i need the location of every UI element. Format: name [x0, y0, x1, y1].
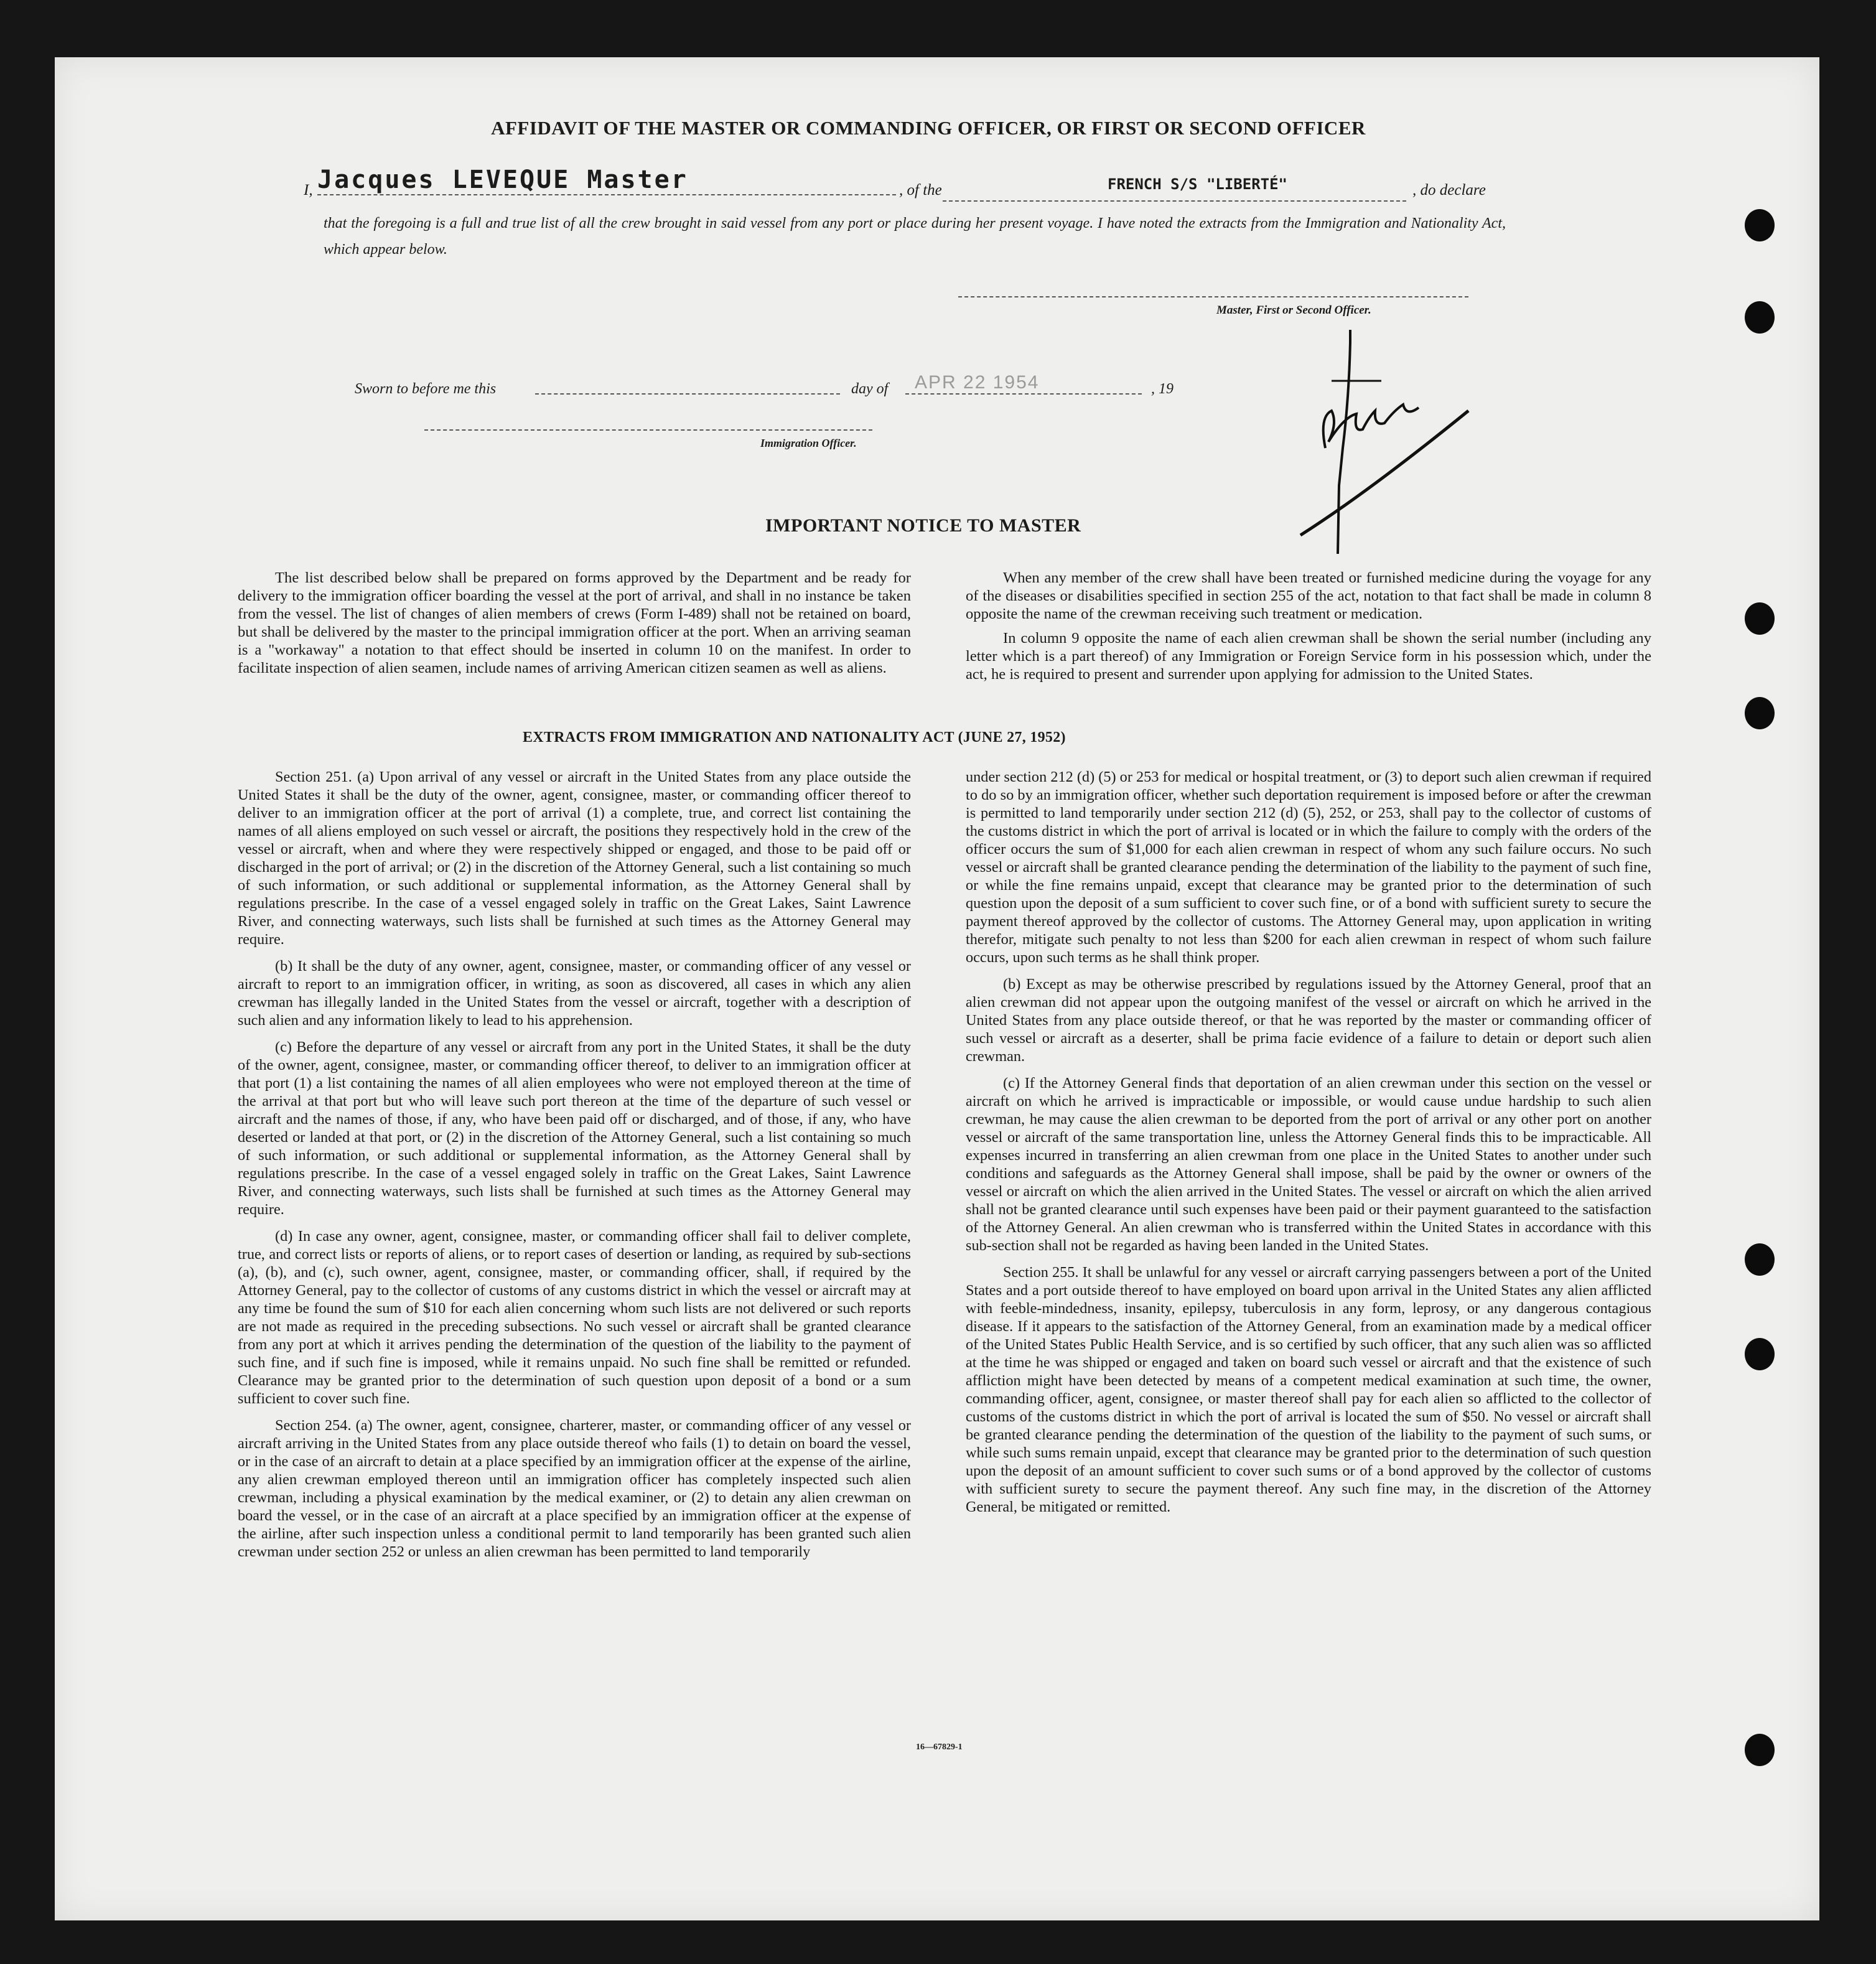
act-paragraph: Section 255. It shall be unlawful for any vessel or aircraft carrying passengers between a port of the United States and a port outside thereof to have employed on board upon arrival in the United States any alien afflicted with feeble-mindedness, insanity, epilepsy, tuberculosis in any form, leprosy, or any dangerous contagious disease. If it appears to the satisfaction of the Attorney General, from an examination made by a medical officer of the United States Public Health Service, and is so certified by such officer, that any such alien was so afflicted at the time he was shipped or engaged and taken on board such vessel or aircraft and that the existence of such affliction might have been detected by means of a competent medical examination at such time, the owner, commanding officer, agent, consignee, or master thereof shall pay for each alien so afflicted to the collector of customs of the customs district in which the port of arrival is located the sum of $50. No vessel or aircraft shall be granted clearance pending the determination of the question of the liability to the payment of such sums, or while such sums remain unpaid, except that clearance may be granted prior to the determination of such question upon the deposit of an amount sufficient to cover such sums or of a bond approved by the collector of customs with sufficient surety to secure the payment thereof. Any such fine may, in the discretion of the Attorney General, be mitigated or remitted. [966, 1264, 1651, 1515]
declaration-prefix: I, [304, 182, 313, 199]
affidavit-title: AFFIDAVIT OF THE MASTER OR COMMANDING OFFICER, OR FIRST OR SECOND OFFICER [491, 117, 1366, 139]
extracts-title: EXTRACTS FROM IMMIGRATION AND NATIONALITY ACT (JUNE 27, 1952) [523, 729, 1066, 746]
punch-hole [1745, 697, 1775, 729]
act-paragraph: Section 254. (a) The owner, agent, consignee, charterer, master, or commanding officer of any vessel or aircraft arriving in the United States from any place outside thereof who fails (1) to detain on board the vessel, or in the case of an aircraft to detain at a place specified by an immigration officer at the expense of the airline, any alien crewman employed thereon until an immigration officer has completely inspected such alien crewman, including a physical examination by the medical examiner, or (2) to detain any alien crewman on board the vessel, or in the case of an aircraft at a place specified by an immigration officer at the expense of the airline, after such inspection unless a conditional permit to land temporarily has been granted such alien crewman under section 252 or unless an alien crewman has been permitted to land temporarily [238, 1417, 911, 1560]
of-the-label: , of the [899, 182, 942, 199]
sworn-day-line [535, 393, 840, 395]
immigration-officer-label: Immigration Officer. [760, 437, 857, 449]
punch-hole [1745, 1338, 1775, 1370]
act-paragraph: (b) It shall be the duty of any owner, agent, consignee, master, or commanding officer of any vessel or aircraft to report to an immigration officer, in writing, as soon as discovered, all cases in which any alien crewman has illegally landed in the United States from the vessel or aircraft, together with a description of such alien and any information likely to lead to his apprehension. [238, 958, 911, 1029]
notice-paragraph: When any member of the crew shall have been treated or furnished medicine during the voyage for any of the diseases or disabilities specified in section 255 of the act, notation to that fact shall be made in column 8 opposite the name of the crewman receiving such treatment or medication. [966, 569, 1651, 622]
vessel-line [943, 200, 1406, 202]
punch-hole [1745, 209, 1775, 241]
notice-paragraph: In column 9 opposite the name of each alien crewman shall be shown the serial number (including any letter which is a part thereof) of any Immigration or Foreign Service form in his possession which, under the act, he is required to present and surrender upon applying for admission to the United States. [966, 630, 1651, 683]
punch-hole [1745, 1243, 1775, 1276]
handwritten-signature [1294, 324, 1481, 560]
notice-left-column [238, 569, 911, 683]
act-paragraph: (c) If the Attorney General finds that deportation of an alien crewman under this section on the vessel or aircraft on which he arrived is impracticable or impossible, or would cause undue hardship to such alien crewman, he may cause the alien crewman to be deported from the port of arrival or any other port on another vessel or aircraft of the same transportation line, unless the Attorney General finds this to be impracticable. All expenses incurred in transferring an alien crewman from one place in the United States to another under such conditions and safeguards as the Attorney General shall impose, shall be paid by the owner or owners of the vessel or aircraft on which the alien arrived in the United States. The vessel or aircraft on which the alien arrived shall not be granted clearance until such expenses have been paid or their payment guaranteed to the satisfaction of the Attorney General. An alien crewman who is transferred within the United States in accordance with this sub-section shall not be regarded as having been landed in the United States. [966, 1075, 1651, 1254]
notice-paragraph: The list described below shall be prepared on forms approved by the Department and be ready for delivery to the immigration officer boarding the vessel at the port of arrival, and shall in no instance be taken from the vessel. The list of changes of alien members of crews (Form I-489) shall not be retained on board, but shall be delivered by the master to the principal immigration officer at the port. When an arriving seaman is a "workaway" a notation to that effect should be inserted in column 10 on the manifest. In order to facilitate inspection of alien seamen, include names of arriving American citizen seamen as well as aliens. [238, 569, 911, 676]
declare-label: , do declare [1412, 182, 1486, 199]
punch-hole [1745, 301, 1775, 334]
master-label: Master, First or Second Officer. [1216, 304, 1371, 317]
punch-hole [1745, 1734, 1775, 1766]
act-paragraph: (d) In case any owner, agent, consignee, master, or commanding officer shall fail to deliver complete, true, and correct lists or reports of aliens, or to report cases of desertion or landing, as required by sub-sections (a), (b), and (c), such owner, agent, consignee, master, or commanding officer, shall, if required by the Attorney General, pay to the collector of customs of any customs district in which the vessel or aircraft may at any time be found the sum of $10 for each alien concerning whom such lists are not delivered or such reports are not made as required in the preceding subsections. No such vessel or aircraft shall be granted clearance from any port at which it arrives pending the determination of the question of the liability to the payment of such fine, and if such fine is imposed, while it remains unpaid. No such fine shall be remitted or refunded. Clearance may be granted prior to the determination of such question upon deposit of a bond or a sum sufficient to cover such fine. [238, 1228, 911, 1407]
vessel-name: FRENCH S/S "LIBERTÉ" [1108, 175, 1287, 193]
act-paragraph: (b) Except as may be otherwise prescribed by regulations issued by the Attorney General, proof that an alien crewman did not appear upon the outgoing manifest of the vessel or aircraft on which he arrived in the United States from any place outside thereof, or that he was reported by the master or commanding officer of such vessel or aircraft as a deserter, shall be prima facie evidence of a failure to detain or deport such alien crewman. [966, 976, 1651, 1065]
punch-hole [1745, 602, 1775, 635]
declaration-text: that the foregoing is a full and true list of all the crew brought in said vessel from any port or place during her present voyage. I have noted the extracts from the Immigration and Nationality Act, which appear below. [324, 215, 1506, 258]
form-number: 16—67829-1 [916, 1742, 963, 1752]
act-paragraph: Section 251. (a) Upon arrival of any vessel or aircraft in the United States from any place outside the United States it shall be the duty of the owner, agent, consignee, master, or commanding officer thereof to deliver to an immigration officer at the port of arrival (1) a complete, true, and correct list containing the names of all aliens employed on such vessel or aircraft, the positions they respectively hold in the crew of the vessel or aircraft, when and where they were respectively shipped or engaged, and those to be paid off or discharged in the port of arrival; or (2) in the discretion of the Attorney General, such a list containing so much of such information, or such additional or supplemental information, as the Attorney General shall by regulations prescribe. In the case of a vessel engaged solely in traffic on the Great Lakes, Saint Lawrence River, and connecting waterways, such lists shall be furnished at such times as the Attorney General may require. [238, 769, 911, 948]
sworn-label: Sworn to before me this [355, 381, 497, 397]
act-paragraph: (c) Before the departure of any vessel or aircraft from any port in the United States, it shall be the duty of the owner, agent, consignee, master, or commanding officer thereof, to deliver to an immigration officer at that port (1) a list containing the names of all alien employees who were not employed thereon at the time of the arrival at that port but who will leave such port thereon at the time of the departure of such vessel or aircraft and the names of those, if any, who have been paid off or discharged, and of those, if any, who have deserted or landed at that port, or (2) in the discretion of the Attorney General, such a list containing so much of such information, or such additional or supplemental information, as the Attorney General shall by regulations prescribe. In the case of a vessel engaged solely in traffic on the Great Lakes, Saint Lawrence River, and connecting waterways, such lists shall be furnished at such times as the Attorney General may require. [238, 1039, 911, 1218]
year-label: , 19 [1151, 381, 1174, 397]
act-right-column [966, 768, 1651, 1525]
act-paragraph: under section 212 (d) (5) or 253 for medical or hospital treatment, or (3) to deport such alien crewman if required to do so by an immigration officer, whether such deportation requirement is imposed before or after the crewman is permitted to land temporarily under section 212 (d) (5), 252, or 253, shall pay to the collector of customs of the customs district in which the port of arrival is located or in which the failure to comply with the orders of the officer occurs the sum of $1,000 for each alien crewman in respect of whom any such failure occurs. No such vessel or aircraft shall be granted clearance pending the determination of the liability to the payment of such fine, or while the fine remains unpaid, except that clearance may be granted prior to the determination of such question upon the deposit of a sum sufficient to cover such fine, or of a bond with sufficient surety to secure the payment thereof approved by the collector of customs. The Attorney General may, upon application in writing therefor, mitigate such penalty to not less than $200 for each alien crewman in respect of whom such failure occurs, upon such terms as he shall think proper. [966, 769, 1651, 966]
day-of-label: day of [851, 381, 889, 397]
immigration-officer-line [424, 429, 872, 431]
notice-right-column [966, 569, 1651, 690]
act-left-column [238, 768, 911, 1569]
sworn-date-line [905, 393, 1142, 395]
master-name: Jacques LEVEQUE Master [317, 166, 896, 195]
notice-title: IMPORTANT NOTICE TO MASTER [765, 515, 1081, 536]
date-stamp: APR 22 1954 [915, 372, 1040, 393]
master-signature-line [958, 296, 1468, 297]
